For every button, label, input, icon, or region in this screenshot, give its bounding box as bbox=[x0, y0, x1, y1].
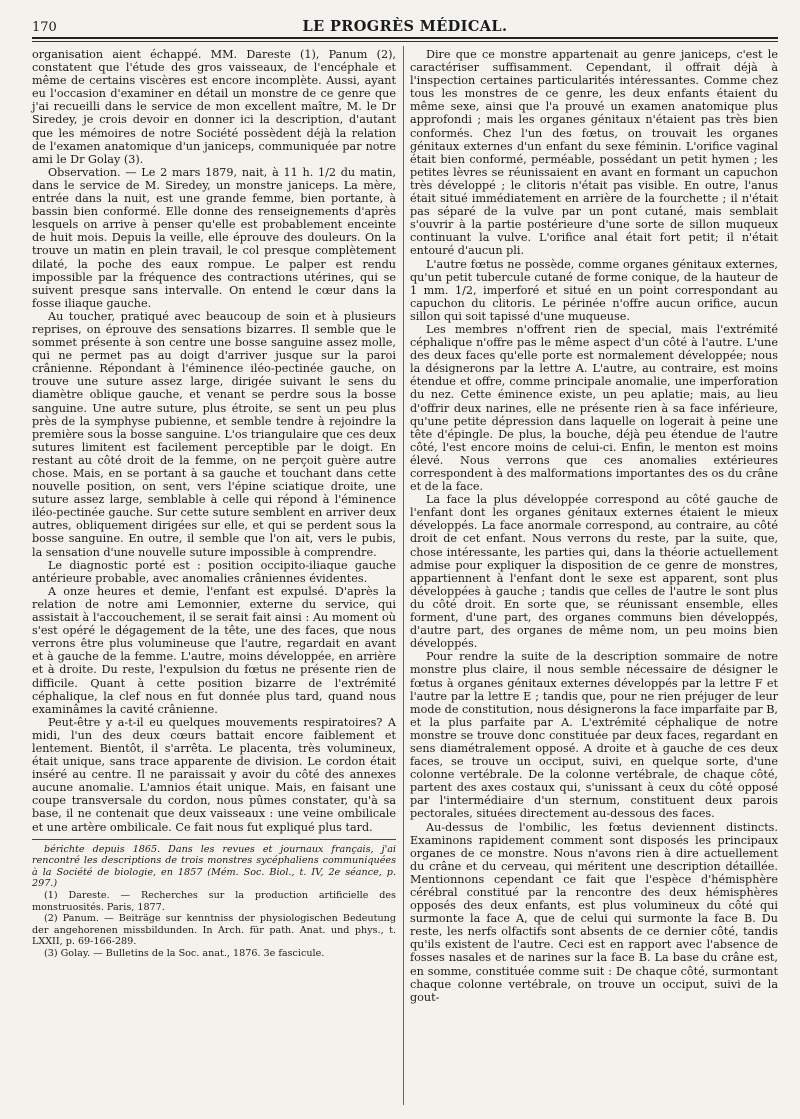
page-number: 170 bbox=[32, 20, 57, 35]
header-rule bbox=[32, 37, 778, 39]
paragraph: A onze heures et demie, l'enfant est expulsé. D'après la relation de notre ami Lemonnier, externe du service, qui assistait à l'accouchement, il se serait fait ainsi : Au moment où s'est opéré le dégagement de la tête, une des faces, que nous verrons être plus volumineuse que l'autre, regardait en avant et à gauche de la femme. L'autre, moins développée, en arrière et à droite. Du reste, l'expulsion du fœtus ne présente rien de difficile. Quant à cette position bizarre de l'extrémité céphalique, la clef nous en fut donnée plus tard, quand nous examinâmes la cavité crânienne. bbox=[32, 584, 396, 716]
page-header bbox=[32, 14, 778, 38]
paragraph: Pour rendre la suite de la description sommaire de notre monstre plus claire, il nous semble nécessaire de désigner le fœtus à organes génitaux externes développés par la lettre F et l'autre par la lettre E ; tandis que, pour ne rien préjuger de leur mode de constitution, nous désignerons la face imparfaite par B, et la plus parfaite par A. L'extrémité céphalique de notre monstre se trouve donc constituée par deux faces, regardant en sens diamétralement opposé. A droite et à gauche de ces deux faces, se trouve un occiput, suivi, en quelque sorte, d'une colonne vertébrale. De la colonne vertébrale, de chaque côté, partent des axes costaux qui, s'unissant à ceux du côté opposé par l'intermédiaire d'un sternum, constituent deux parois pectorales, situées directement au-dessous des faces. bbox=[410, 650, 778, 821]
paragraph: La face la plus développée correspond au côté gauche de l'enfant dont les organes génitaux externes étaient le mieux développés. La face anormale correspond, au contraire, au côté droit de cet enfant. Nous verrons du reste, par la suite, que, chose intéressante, les parties qui, dans la théorie actuellement admise pour expliquer la disposition de ce genre de monstres, appartiennent à l'enfant dont le sexe est apparent, sont plus développées à gauche ; tandis que celles de l'autre le sont plus du côté droit. En sorte que, se réunissant ensemble, elles forment, d'une part, des organes communs bien développés, d'autre part, des organes de même nom, un peu moins bien développés. bbox=[410, 493, 778, 651]
column-divider bbox=[403, 46, 404, 1105]
paragraph: Le diagnostic porté est : position occipito-iliaque gauche antérieure probable, avec anomalies crâniennes évidentes. bbox=[32, 558, 396, 585]
footnote: (1) Dareste. — Recherches sur la production artificielle des monstruosités. Paris, 1877. bbox=[32, 890, 396, 913]
paragraph: organisation aient échappé. MM. Dareste (1), Panum (2), constatent que l'étude des gros vaisseaux, de l'encéphale et même de certains viscères est encore incomplète. Aussi, ayant eu l'occasion d'examiner en détail un monstre de ce genre que j'ai recueilli dans le service de mon excellent maître, M. le Dr Siredey, je crois devoir en donner ici la description, d'autant que les mémoires de notre Société possèdent déjà la relation de l'examen anatomique d'un janiceps, communiquée par notre ami le Dr Golay (3). bbox=[32, 48, 396, 166]
paragraph: L'autre fœtus ne possède, comme organes génitaux externes, qu'un petit tubercule cutané de forme conique, de la hauteur de 1 mm. 1/2, imperforé et situé en un point correspondant au capuchon du clitoris. Le périnée n'offre aucun orifice, aucun sillon qui soit tapissé d'une muqueuse. bbox=[410, 257, 778, 323]
paragraph: Au-dessus de l'ombilic, les fœtus deviennent distincts. Examinons rapidement comment sont disposés les principaux organes de ce monstre. Nous n'avons rien à dire actuellement du crâne et du cerveau, qui méritent une description détaillée. Mentionnons cependant ce fait que l'espèce d'hémisphère cérébral constitué par la rencontre des deux hémisphères opposés des deux enfants, est plus volumineux du côté qui surmonte la face A, que de celui qui surmonte la face B. Du reste, les nerfs olfactifs sont absents de ce dernier côté, tandis qu'ils existent de l'autre. Ceci est en rapport avec l'absence de fosses nasales et de narines sur la face B. La base du crâne est, en somme, constituée comme suit : De chaque côté, surmontant chaque colonne vertébrale, on trouve un occiput, suivi de la gout- bbox=[410, 820, 778, 1004]
footnote: (2) Panum. — Beiträge sur kenntniss der physiologischen Bedeutung der angehorenen missbildunden. In Arch. für path. Anat. und phys., t. LXXII, p. 69-166-289. bbox=[32, 913, 396, 948]
paragraph-observation: Observation. — Le 2 mars 1879, nait, à 11 h. 1/2 du matin, dans le service de M. Siredey, un monstre janiceps. La mère, entrée dans la nuit, est une grande femme, bien portante, à bassin bien conformé. Elle donne des renseignements d'après lesquels on arrive à penser qu'elle est probablement enceinte de huit mois. Depuis la veille, elle éprouve des douleurs. On la trouve un matin en plein travail, le col presque complètement dilaté, la poche des eaux rompue. Le palper est rendu impossible par la fréquence des contractions utérines, qui se suivent presque sans intervalle. On entend le cœur dans la fosse iliaque gauche. bbox=[32, 165, 396, 310]
header-rule-thin bbox=[32, 41, 778, 42]
left-column bbox=[32, 48, 396, 960]
paragraph: Dire que ce monstre appartenait au genre janiceps, c'est le caractériser suffisamment. Cependant, il offrait déjà à l'inspection certaines particularités intéressantes. Comme chez tous les monstres de ce genre, les deux enfants étaient du même sexe, ainsi que l'a prouvé un examen anatomique plus approfondi ; mais les organes génitaux n'étaient pas très bien conformés. Chez l'un des fœtus, on trouvait les organes génitaux externes d'un enfant du sexe féminin. L'orifice vaginal était bien conformé, perméable, possédant un petit hymen ; les petites lèvres se réunissaient en avant en formant un capuchon très développé ; le clitoris n'était pas visible. En outre, l'anus était situé immédiatement en arrière de la fourchette ; il n'était pas séparé de la vulve par un pont cutané, mais semblait s'ouvrir à la partie postérieure d'une sorte de sillon muqueux continuant la vulve. L'orifice anal était fort petit; il n'était entouré d'aucun pli. bbox=[410, 48, 778, 258]
paragraph: Au toucher, pratiqué avec beaucoup de soin et à plusieurs reprises, on éprouve des sensations bizarres. Il semble que le sommet présente à son centre une bosse sanguine assez molle, qui ne permet pas au doigt d'arriver jusque sur la paroi crânienne. Répondant à l'éminence iléo-pectinée gauche, on trouve une suture assez large, dirigée suivant le sens du diamètre oblique gauche, et venant se perdre sous la bosse sanguine. Une autre suture, plus étroite, se sent un peu plus près de la symphyse pubienne, et semble tendre à rejoindre la première sous la bosse sanguine. L'os triangulaire que ces deux sutures limitent est facilement perceptible par le doigt. En restant au côté droit de la femme, on ne perçoit guère autre chose. Mais, en se portant à sa gauche et touchant dans cette nouvelle position, on sent, vers l'épine sciatique droite, une suture assez large, semblable à celle qui répond à l'éminence iléo-pectinée gauche. Sur cette suture semblent en arriver deux autres, obliquement dirigées sur elle, et qui se perdent sous la bosse sanguine. En outre, il semble que l'on ait, vers le pubis, la sensation d'une nouvelle suture impossible à comprendre. bbox=[32, 309, 396, 559]
right-column bbox=[410, 48, 778, 1004]
footnote: bérichte depuis 1865. Dans les revues et journaux français, j'ai rencontré les descriptions de trois monstres sycéphaliens communiquées à la Société de biologie, en 1857 (Mém. Soc. Biol., t. IV, 2e séance, p. 297.) bbox=[32, 843, 396, 890]
paragraph: Les membres n'offrent rien de special, mais l'extrémité céphalique n'offre pas le même aspect d'un côté à l'autre. L'une des deux faces qu'elle porte est normalement développée; nous la désignerons par la lettre A. L'autre, au contraire, est moins étendue et offre, comme principale anomalie, une imperforation du nez. Cette éminence existe, un peu aplatie; mais, au lieu d'offrir deux narines, elle ne présente rien à sa face inférieure, qu'une petite dépression dans laquelle on logerait à peine une tête d'épingle. De plus, la bouche, déjà peu étendue de l'autre côté, l'est encore moins de celui-ci. Enfin, le menton est moins élevé. Nous verrons que ces anomalies extérieures correspondent à des malformations importantes des os du crâne et de la face. bbox=[410, 322, 778, 494]
paragraph: Peut-être y a-t-il eu quelques mouvements respiratoires? A midi, l'un des deux cœurs battait encore faiblement et lentement. Bientôt, il s'arrêta. Le placenta, très volumineux, était unique, sans trace apparente de division. Le cordon était inséré au centre. Il ne paraissait y avoir du côté des annexes aucune anomalie. L'amnios était unique. Mais, en faisant une coupe transversale du cordon, nous pûmes constater, qu'à sa base, il ne contenait que deux vaisseaux : une veine ombilicale et une artère ombilicale. Ce fait nous fut expliqué plus tard. bbox=[32, 715, 396, 834]
footnote-rule bbox=[32, 839, 396, 840]
footnote: (3) Golay. — Bulletins de la Soc. anat., 1876. 3e fascicule. bbox=[44, 947, 325, 959]
footnotes bbox=[32, 844, 396, 960]
running-title: LE PROGRÈS MÉDICAL. bbox=[302, 18, 508, 35]
